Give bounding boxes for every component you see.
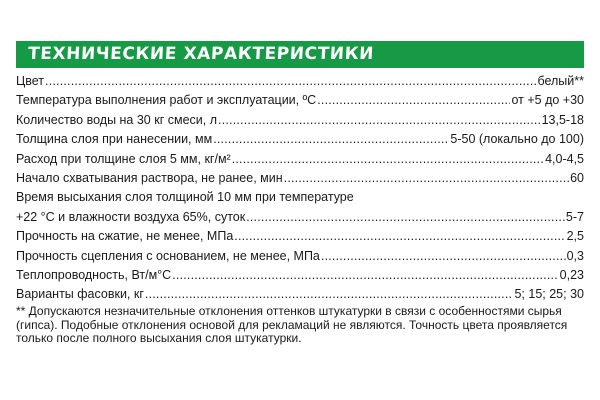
spec-value: белый** bbox=[537, 74, 584, 88]
leader-dots bbox=[213, 130, 449, 149]
spec-row-thermal-conductivity bbox=[16, 266, 584, 285]
spec-label: Расход при толщине слоя 5 мм, кг/м² bbox=[16, 151, 231, 166]
spec-row-adhesion bbox=[16, 247, 584, 266]
spec-row-setting bbox=[16, 169, 584, 188]
spec-label: Прочность сцепления с основанием, не менее, МПа bbox=[16, 248, 320, 263]
spec-row-drying-line1: Время высыхания слоя толщиной 10 мм при температуре bbox=[16, 190, 354, 205]
leader-dots bbox=[234, 227, 565, 246]
spec-value: 4,0-4,5 bbox=[545, 151, 584, 166]
spec-value: 5; 15; 25; 30 bbox=[514, 287, 584, 302]
spec-label: Толщина слоя при нанесении, мм bbox=[16, 132, 213, 147]
spec-label: Варианты фасовки, кг bbox=[16, 287, 144, 302]
leader-dots bbox=[246, 208, 565, 227]
spec-row-temperature bbox=[16, 91, 584, 110]
leader-dots bbox=[232, 150, 544, 169]
specs-list bbox=[16, 72, 584, 305]
spec-row-consumption bbox=[16, 150, 584, 169]
leader-dots bbox=[145, 285, 514, 304]
leader-dots bbox=[284, 169, 569, 188]
spec-value: 13,5-18 bbox=[541, 112, 584, 127]
spec-value: 5-7 bbox=[565, 209, 584, 224]
leader-dots bbox=[172, 266, 558, 285]
footnote: ** Допускаются незначительные отклонения оттенков штукатурки в связи с особенностями сырья (гипса). Подобные отклонения основой для рекламаций не являются. Точность цвета проявляется только после полного высыхания слоя штукатурки. bbox=[16, 304, 568, 345]
spec-row-compressive-strength bbox=[16, 227, 584, 246]
spec-value: 60 bbox=[570, 170, 584, 185]
spec-value: от +5 до +30 bbox=[511, 93, 584, 108]
spec-label: Прочность на сжатие, не менее, МПа bbox=[16, 229, 234, 244]
spec-row-water bbox=[16, 111, 584, 130]
leader-dots bbox=[45, 72, 536, 91]
spec-row-packaging bbox=[16, 285, 584, 304]
spec-value: 0,3 bbox=[566, 248, 584, 263]
spec-value: 2,5 bbox=[566, 229, 584, 244]
spec-label: Количество воды на 30 кг смеси, л bbox=[16, 112, 218, 127]
spec-value: 0,23 bbox=[559, 267, 584, 282]
section-title-bar bbox=[16, 41, 584, 68]
leader-dots bbox=[218, 111, 541, 130]
spec-label: Начало схватывания раствора, не ранее, мин bbox=[16, 170, 283, 185]
spec-label: Цвет bbox=[16, 74, 45, 88]
spec-label: Теплопроводность, Вт/м°С bbox=[16, 267, 172, 282]
leader-dots bbox=[317, 91, 510, 110]
spec-row-thickness bbox=[16, 130, 584, 149]
spec-row-drying bbox=[16, 208, 584, 227]
spec-label: +22 °С и влажности воздуха 65%, суток bbox=[16, 209, 246, 224]
spec-label: Температура выполнения работ и эксплуатации, ºС bbox=[16, 93, 317, 108]
section-title: ТЕХНИЧЕСКИЕ ХАРАКТЕРИСТИКИ bbox=[27, 44, 375, 64]
spec-value: 5-50 (локально до 100) bbox=[450, 132, 584, 147]
leader-dots bbox=[321, 247, 566, 266]
spec-row-color bbox=[16, 72, 584, 91]
